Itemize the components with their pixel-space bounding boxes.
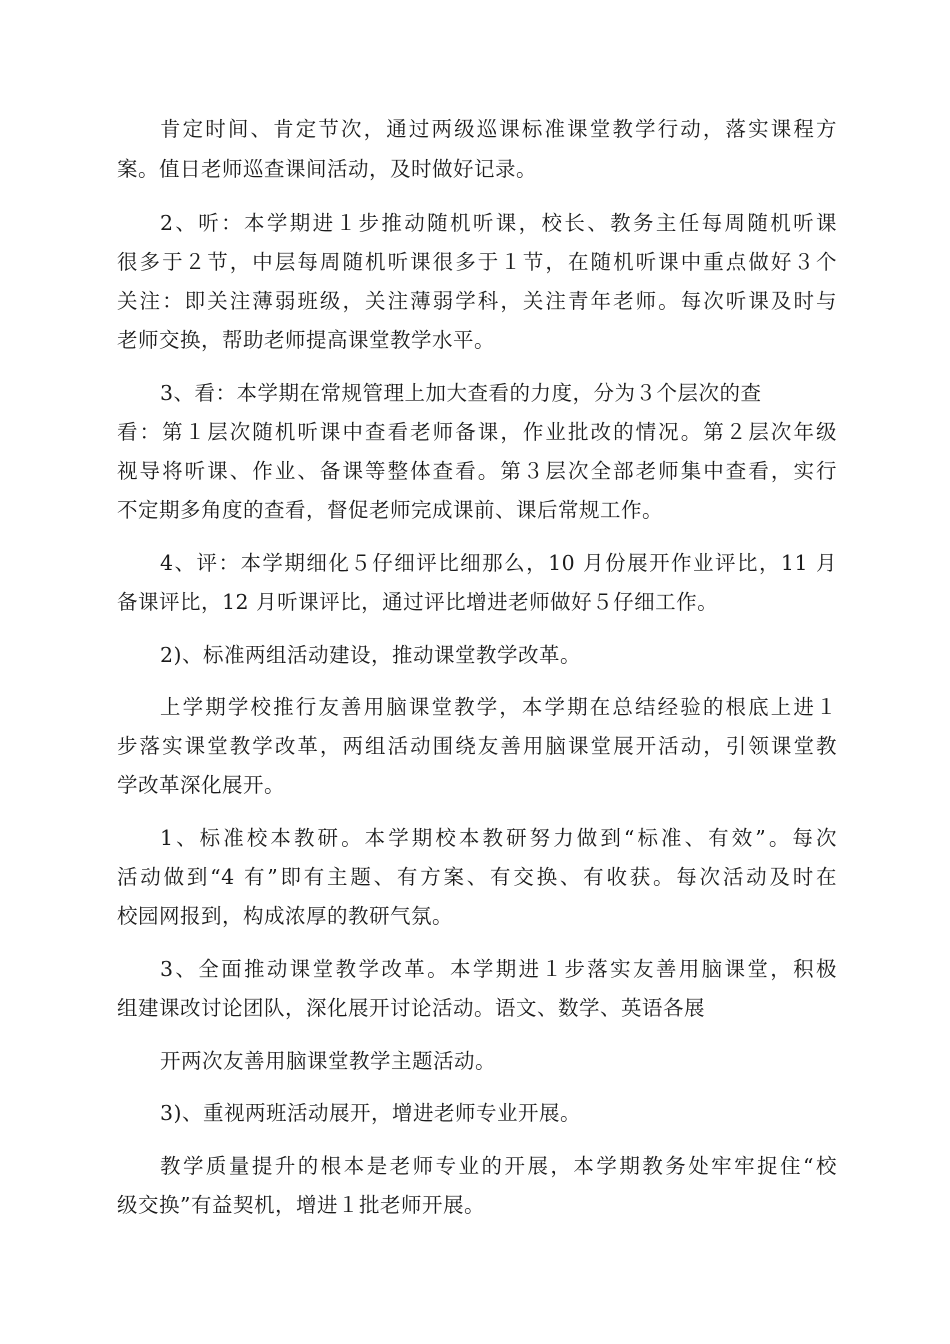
text-line: 很多于２节，中层每周随机听课很多于１节，在随机听课中重点做好３个	[117, 250, 837, 274]
text-line: 4、评：本学期细化５仔细评比细那么，10 月份展开作业评比，11 月	[160, 551, 837, 575]
text-line: 学改革深化展开。	[117, 773, 285, 797]
text-line: 不定期多角度的查看，督促老师完成课前、课后常规工作。	[117, 498, 663, 522]
text-line: 开两次友善用脑课堂教学主题活动。	[160, 1049, 496, 1073]
text-line: 级交换”有益契机，增进１批老师开展。	[117, 1193, 485, 1217]
text-line: 老师交换，帮助老师提高课堂教学水平。	[117, 328, 495, 352]
text-line: 案。值日老师巡查课间活动，及时做好记录。	[117, 157, 537, 181]
text-line: 备课评比，12 月听课评比，通过评比增进老师做好５仔细工作。	[117, 590, 719, 614]
text-line: 1、标准校本教研。本学期校本教研努力做到“标准、有效”。每次	[160, 826, 837, 850]
section-heading: 3)、重视两班活动展开，增进老师专业开展。	[160, 1101, 582, 1125]
section-heading: 2)、标准两组活动建设，推动课堂教学改革。	[160, 643, 582, 667]
text-line: 3、看：本学期在常规管理上加大查看的力度，分为３个层次的查	[160, 381, 762, 405]
text-line: 校园网报到，构成浓厚的教研气氛。	[117, 904, 453, 928]
text-line: 教学质量提升的根本是老师专业的开展，本学期教务处牢牢捉住“校	[160, 1154, 837, 1178]
text-line: 肯定时间、肯定节次，通过两级巡课标准课堂教学行动，落实课程方	[160, 117, 837, 141]
text-line: 步落实课堂教学改革，两组活动围绕友善用脑课堂展开活动，引领课堂教	[117, 734, 837, 758]
text-line: 组建课改讨论团队，深化展开讨论活动。语文、数学、英语各展	[117, 996, 705, 1020]
text-line: 2、听：本学期进１步推动随机听课，校长、教务主任每周随机听课	[160, 211, 837, 235]
text-line: 上学期学校推行友善用脑课堂教学，本学期在总结经验的根底上进１	[160, 695, 837, 719]
text-line: 3、全面推动课堂教学改革。本学期进１步落实友善用脑课堂，积极	[160, 957, 837, 981]
text-line: 关注：即关注薄弱班级，关注薄弱学科，关注青年老师。每次听课及时与	[117, 289, 837, 313]
text-line: 视导将听课、作业、备课等整体查看。第３层次全部老师集中查看，实行	[117, 459, 837, 483]
text-line: 活动做到“4 有”即有主题、有方案、有交换、有收获。每次活动及时在	[117, 865, 837, 889]
text-line: 看：第１层次随机听课中查看老师备课，作业批改的情况。第２层次年级	[117, 420, 837, 444]
